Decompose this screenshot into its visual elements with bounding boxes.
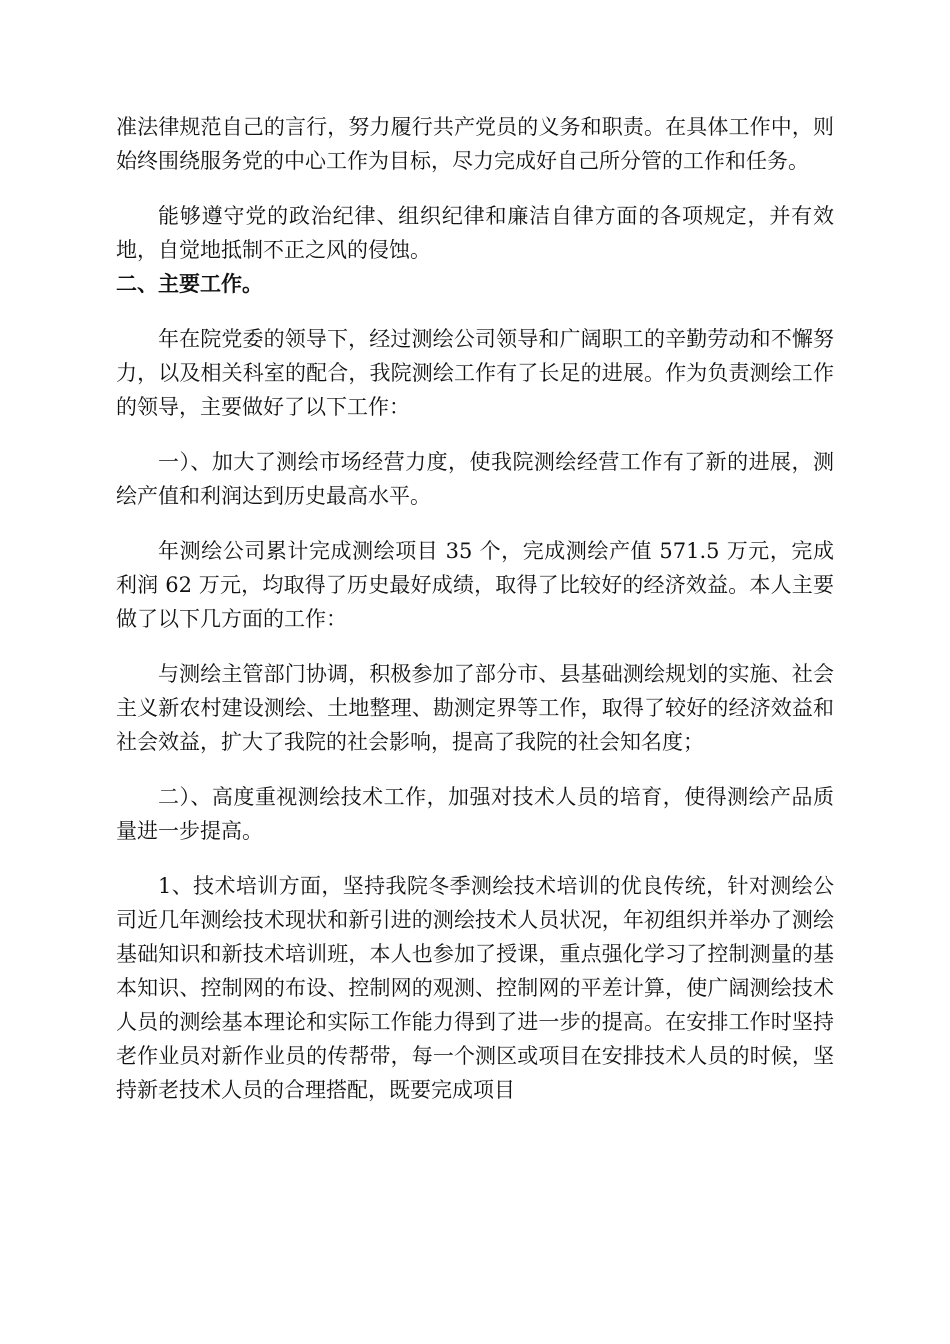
paragraph-1: 准法律规范自己的言行，努力履行共产党员的义务和职责。在具体工作中，则始终围绕服务党的中心工作为目标，尽力完成好自己所分管的工作和任务。 [116, 115, 834, 173]
paragraph-8: 1、技术培训方面，坚持我院冬季测绘技术培训的优良传统，针对测绘公司近几年测绘技术现状和新引进的测绘技术人员状况，年初组织并举办了测绘基础知识和新技术培训班，本人也参加了授课，重点强化学习了控制测量的基本知识、控制网的布设、控制网的观测、控制网的平差计算，使广阔测绘技术人员的测绘基本理论和实际工作能力得到了进一步的提高。在安排工作时坚持老作业员对新作业员的传帮带，每一个测区或项目在安排技术人员的时候，坚持新老技术人员的合理搭配，既要完成项目 [116, 874, 834, 1102]
paragraph-5: 年测绘公司累计完成测绘项目 35 个，完成测绘产值 571.5 万元，完成利润 62 万元，均取得了历史最好成绩，取得了比较好的经济效益。本人主要做了以下几方面的工作： [116, 539, 834, 631]
paragraph-3: 年在院党委的领导下，经过测绘公司领导和广阔职工的辛勤劳动和不懈努力，以及相关科室的配合，我院测绘工作有了长足的进展。作为负责测绘工作的领导，主要做好了以下工作： [116, 327, 834, 419]
paragraph-7: 二）、高度重视测绘技术工作，加强对技术人员的培育，使得测绘产品质量进一步提高。 [116, 785, 834, 843]
paragraph-4: 一）、加大了测绘市场经营力度，使我院测绘经营工作有了新的进展，测绘产值和利润达到历史最高水平。 [116, 450, 834, 508]
section-heading: 二、主要工作。 [116, 272, 263, 296]
paragraph-6: 与测绘主管部门协调，积极参加了部分市、县基础测绘规划的实施、社会主义新农村建设测绘、土地整理、勘测定界等工作，取得了较好的经济效益和社会效益，扩大了我院的社会影响，提高了我院的社会知名度； [116, 662, 834, 754]
document-body [116, 110, 834, 1107]
paragraph-2: 能够遵守党的政治纪律、组织纪律和廉洁自律方面的各项规定，并有效地，自觉地抵制不正之风的侵蚀。 [116, 204, 834, 262]
